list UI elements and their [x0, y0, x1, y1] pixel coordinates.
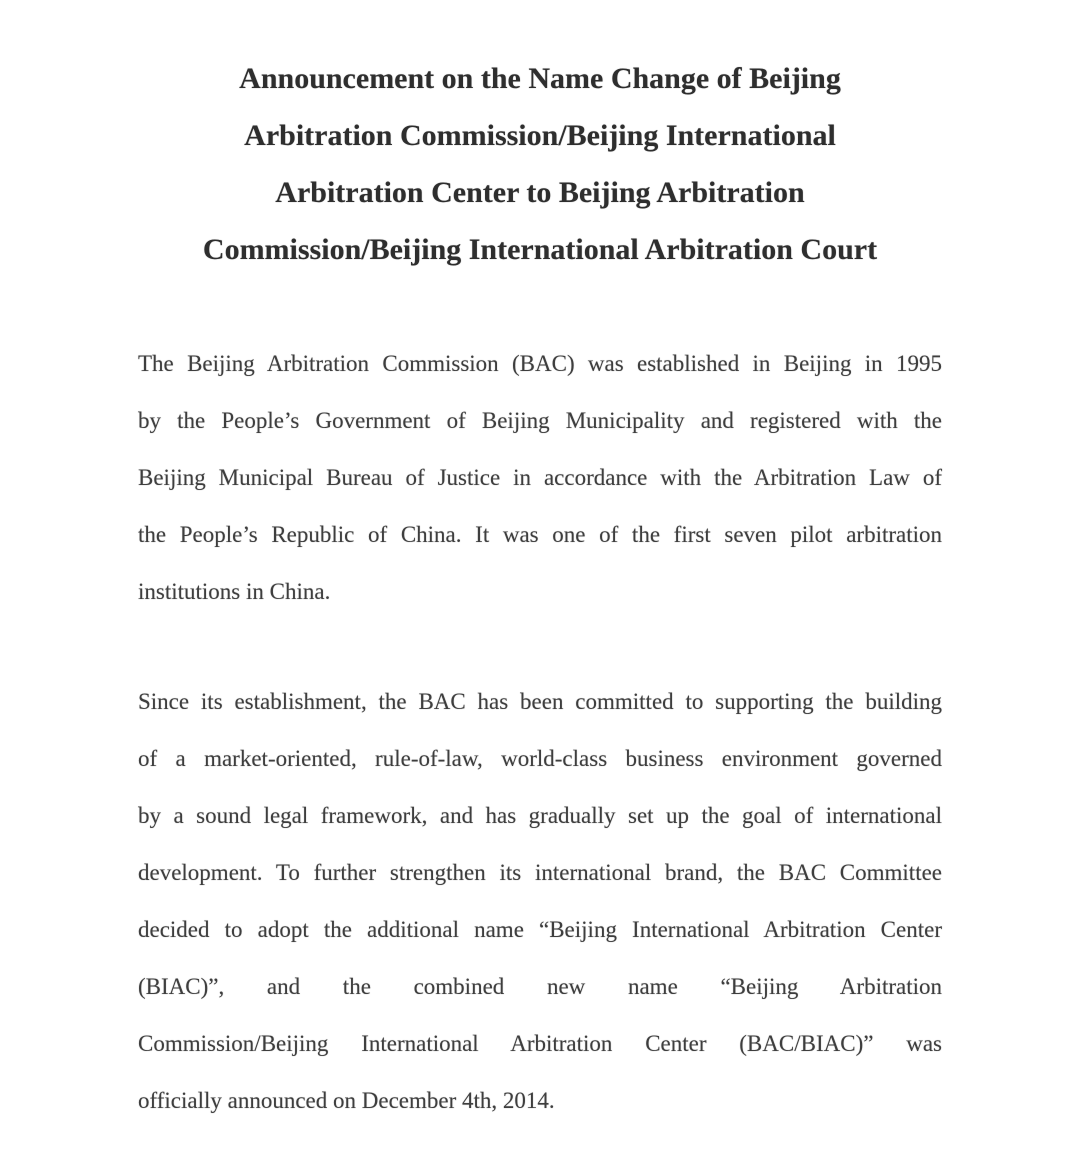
paragraph-2-line-5: decided to adopt the additional name “Beijing International Arbitration Center [138, 917, 942, 942]
paragraph-1-line-3: Beijing Municipal Bureau of Justice in accordance with the Arbitration Law of [138, 465, 942, 490]
paragraph-1-line-2: by the People’s Government of Beijing Municipality and registered with the [138, 408, 942, 433]
paragraph-1-line-1: The Beijing Arbitration Commission (BAC) was established in Beijing in 1995 [138, 351, 942, 376]
paragraph-1-line-5: institutions in China. [138, 579, 331, 604]
paragraph-1 [138, 335, 942, 620]
title-line-2: Arbitration Commission/Beijing International [244, 119, 836, 152]
paragraph-2-line-6: (BIAC)”, and the combined new name “Beijing Arbitration [138, 974, 942, 999]
document-title [138, 50, 942, 278]
paragraph-2-line-2: of a market-oriented, rule-of-law, world-class business environment governed [138, 746, 942, 771]
paragraph-2-line-4: development. To further strengthen its international brand, the BAC Committee [138, 860, 942, 885]
title-line-4: Commission/Beijing International Arbitration Court [202, 233, 878, 266]
title-line-3: Arbitration Center to Beijing Arbitration [275, 176, 805, 209]
paragraph-2 [138, 673, 942, 1129]
paragraph-1-line-4: the People’s Republic of China. It was one of the first seven pilot arbitration [138, 522, 942, 547]
document-content [138, 0, 942, 1129]
paragraph-2-line-7: Commission/Beijing International Arbitration Center (BAC/BIAC)” was [138, 1031, 942, 1056]
title-line-1: Announcement on the Name Change of Beijing [239, 62, 841, 95]
paragraph-2-line-3: by a sound legal framework, and has gradually set up the goal of international [138, 803, 942, 828]
paragraph-2-line-1: Since its establishment, the BAC has been committed to supporting the building [138, 689, 942, 714]
paragraph-2-line-8: officially announced on December 4th, 2014. [138, 1088, 555, 1113]
